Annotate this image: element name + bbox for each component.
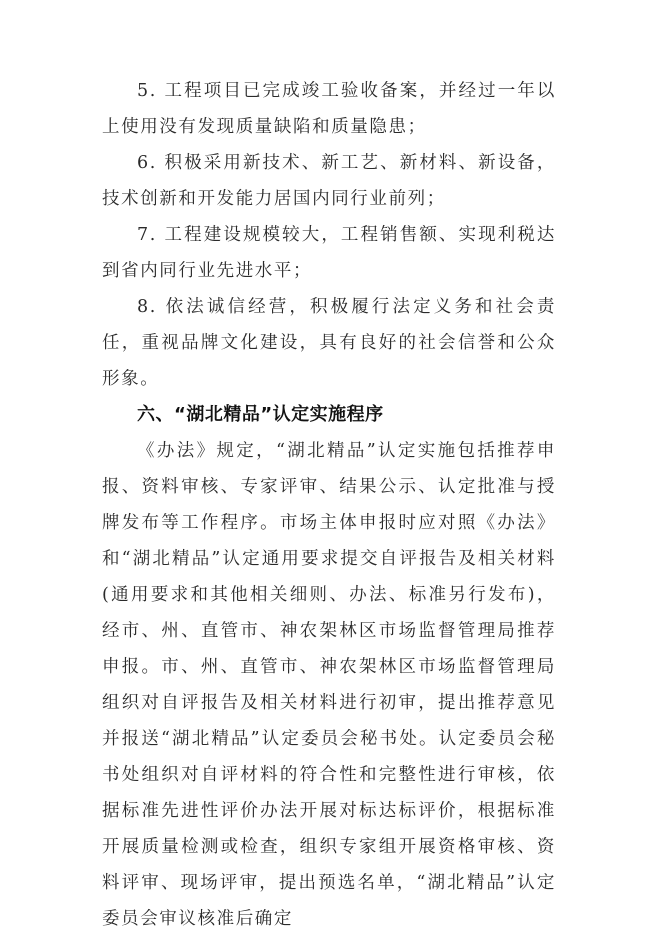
paragraph-procedure: 《办法》规定，“湖北精品”认定实施包括推荐申报、资料审核、专家评审、结果公示、认定批准与授牌发布等工作程序。市场主体申报时应对照《办法》和“湖北精品”认定通用要求提交自评报告及相关材料(通用要求和其他相关细则、办法、标准另行发布)，经市、州、直管市、神农架林区市场监督管理局推荐申报。市、州、直管市、神农架林区市场监督管理局组织对自评报告及相关材料进行初审，提出推荐意见并报送“湖北精品”认定委员会秘书处。认定委员会秘书处组织对自评材料的符合性和完整性进行审核，依据标准先进性评价办法开展对标达标评价，根据标准开展质量检测或检查，组织专家组开展资格审核、资料评审、现场评审，提出预选名单，“湖北精品”认定委员会审议核准后确定 — [102, 441, 556, 929]
paragraph-item-8: 8. 依法诚信经营，积极履行法定义务和社会责任，重视品牌文化建设，具有良好的社会信誉和公众形象。 — [102, 297, 556, 389]
section-heading: 六、“湖北精品”认定实施程序 — [137, 404, 384, 425]
document-page — [102, 73, 556, 937]
paragraph-item-7: 7. 工程建设规模较大，工程销售额、实现利税达到省内同行业先进水平； — [102, 225, 556, 281]
paragraph-item-5: 5. 工程项目已完成竣工验收备案，并经过一年以上使用没有发现质量缺陷和质量隐患； — [102, 81, 556, 137]
paragraph-item-6: 6. 积极采用新技术、新工艺、新材料、新设备，技术创新和开发能力居国内同行业前列； — [102, 153, 556, 209]
